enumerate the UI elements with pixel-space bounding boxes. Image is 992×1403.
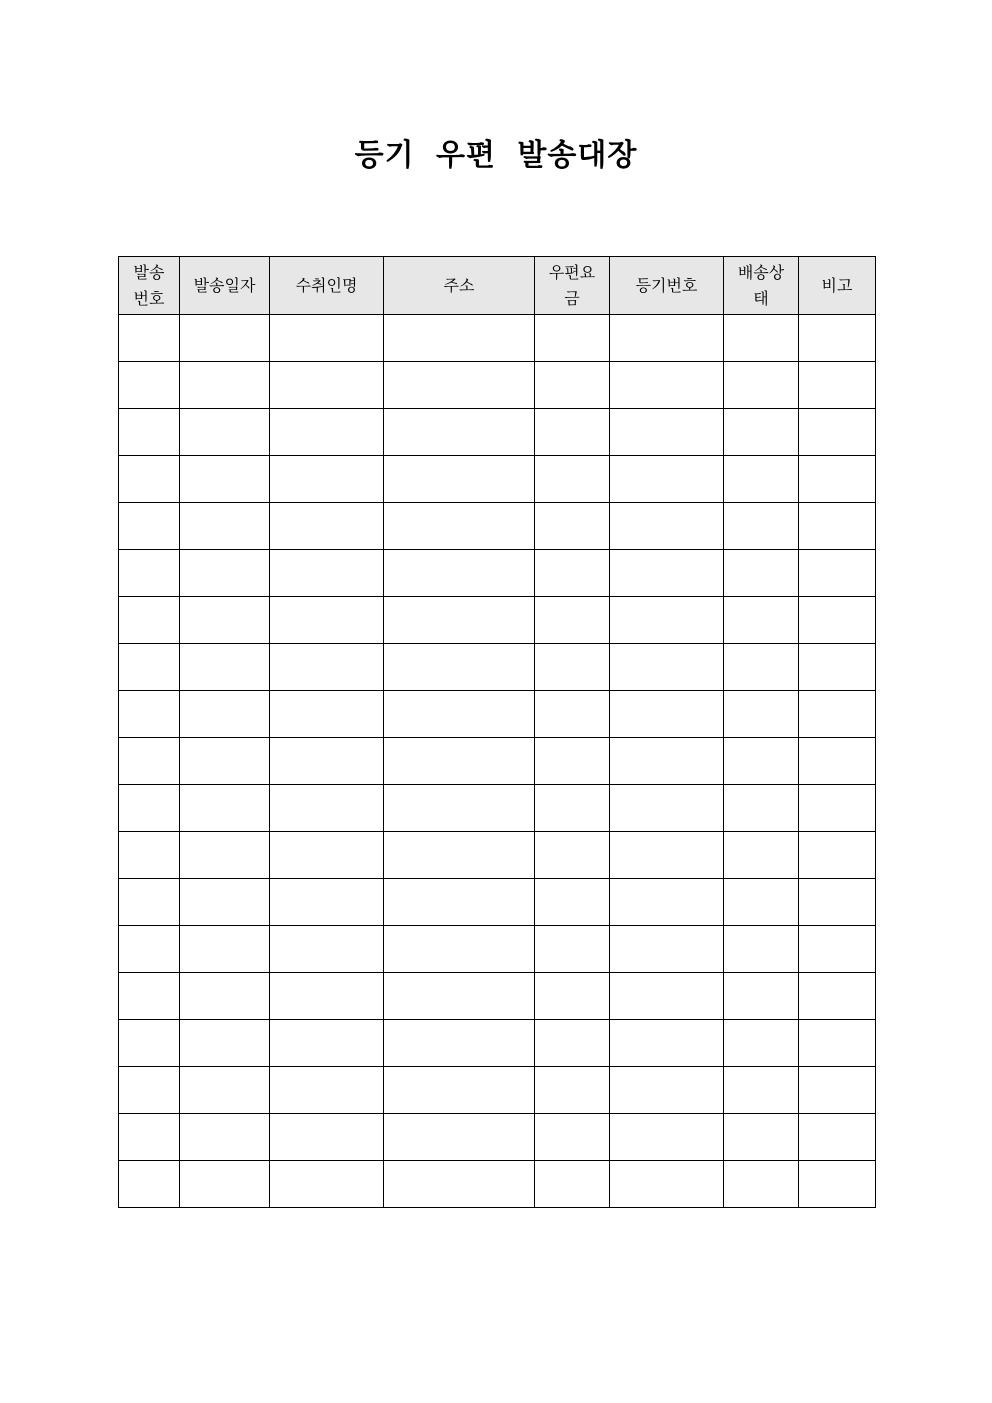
table-cell[interactable] — [270, 456, 384, 503]
table-row — [119, 362, 876, 409]
table-cell[interactable] — [119, 409, 180, 456]
table-cell[interactable] — [799, 1020, 876, 1067]
table-row — [119, 1067, 876, 1114]
table-cell[interactable] — [799, 503, 876, 550]
table-row — [119, 456, 876, 503]
table-cell[interactable] — [799, 644, 876, 691]
table-cell[interactable] — [724, 315, 799, 362]
table-cell[interactable] — [384, 973, 535, 1020]
table-cell[interactable] — [384, 503, 535, 550]
table-row — [119, 738, 876, 785]
table-cell[interactable] — [535, 362, 610, 409]
table-cell[interactable] — [180, 1161, 270, 1208]
table-cell[interactable] — [270, 644, 384, 691]
table-cell[interactable] — [270, 832, 384, 879]
table-cell[interactable] — [724, 973, 799, 1020]
table-cell[interactable] — [610, 879, 724, 926]
table-cell[interactable] — [119, 1067, 180, 1114]
table-cell[interactable] — [270, 1020, 384, 1067]
table-cell[interactable] — [610, 456, 724, 503]
table-cell[interactable] — [270, 503, 384, 550]
table-cell[interactable] — [270, 597, 384, 644]
table-cell[interactable] — [535, 644, 610, 691]
table-cell[interactable] — [119, 315, 180, 362]
table-cell[interactable] — [535, 1020, 610, 1067]
table-cell[interactable] — [119, 832, 180, 879]
table-row — [119, 644, 876, 691]
table-cell[interactable] — [180, 456, 270, 503]
header-delivery-status: 배송상 태 — [724, 257, 799, 315]
table-cell[interactable] — [724, 785, 799, 832]
table-cell[interactable] — [180, 409, 270, 456]
header-remarks: 비고 — [799, 257, 876, 315]
table-cell[interactable] — [799, 879, 876, 926]
table-row — [119, 973, 876, 1020]
mail-ledger-table — [118, 256, 876, 1208]
table-cell[interactable] — [180, 785, 270, 832]
table-cell[interactable] — [119, 550, 180, 597]
table-cell[interactable] — [384, 1020, 535, 1067]
table-cell[interactable] — [384, 1161, 535, 1208]
table-cell[interactable] — [270, 550, 384, 597]
table-cell[interactable] — [270, 926, 384, 973]
table-cell[interactable] — [535, 785, 610, 832]
table-cell[interactable] — [799, 973, 876, 1020]
table-cell[interactable] — [799, 597, 876, 644]
table-cell[interactable] — [799, 738, 876, 785]
table-row — [119, 1020, 876, 1067]
table-cell[interactable] — [180, 550, 270, 597]
header-recipient-name: 수취인명 — [270, 257, 384, 315]
table-cell[interactable] — [799, 1067, 876, 1114]
table-cell[interactable] — [610, 926, 724, 973]
table-cell[interactable] — [799, 315, 876, 362]
table-cell[interactable] — [610, 1020, 724, 1067]
table-cell[interactable] — [384, 738, 535, 785]
table-cell[interactable] — [610, 409, 724, 456]
table-cell[interactable] — [384, 785, 535, 832]
table-cell[interactable] — [270, 973, 384, 1020]
header-postage: 우편요 금 — [535, 257, 610, 315]
table-cell[interactable] — [724, 738, 799, 785]
table-cell[interactable] — [384, 550, 535, 597]
table-cell[interactable] — [384, 597, 535, 644]
table-row — [119, 926, 876, 973]
table-cell[interactable] — [119, 1020, 180, 1067]
table-cell[interactable] — [384, 926, 535, 973]
table-cell[interactable] — [610, 832, 724, 879]
table-cell[interactable] — [384, 1067, 535, 1114]
table-cell[interactable] — [610, 691, 724, 738]
header-send-number: 발송 번호 — [119, 257, 180, 315]
table-cell[interactable] — [535, 456, 610, 503]
table-cell[interactable] — [610, 785, 724, 832]
page-title: 등기 우편 발송대장 — [354, 138, 638, 173]
table-cell[interactable] — [119, 1161, 180, 1208]
table-cell[interactable] — [610, 1114, 724, 1161]
table-cell[interactable] — [384, 409, 535, 456]
table-cell[interactable] — [610, 1067, 724, 1114]
table-cell[interactable] — [270, 1114, 384, 1161]
table-cell[interactable] — [535, 879, 610, 926]
table-cell[interactable] — [724, 1114, 799, 1161]
table-cell[interactable] — [180, 691, 270, 738]
table-cell[interactable] — [180, 738, 270, 785]
table-cell[interactable] — [384, 832, 535, 879]
table-cell[interactable] — [270, 879, 384, 926]
table-cell[interactable] — [119, 362, 180, 409]
table-cell[interactable] — [724, 1161, 799, 1208]
table-cell[interactable] — [119, 691, 180, 738]
table-cell[interactable] — [799, 456, 876, 503]
table-cell[interactable] — [535, 1161, 610, 1208]
table-cell[interactable] — [384, 1114, 535, 1161]
table-cell[interactable] — [270, 691, 384, 738]
table-cell[interactable] — [119, 503, 180, 550]
table-cell[interactable] — [610, 550, 724, 597]
table-cell[interactable] — [535, 832, 610, 879]
table-cell[interactable] — [610, 315, 724, 362]
table-cell[interactable] — [119, 597, 180, 644]
table-cell[interactable] — [535, 1067, 610, 1114]
table-row — [119, 832, 876, 879]
table-cell[interactable] — [270, 785, 384, 832]
table-cell[interactable] — [180, 597, 270, 644]
table-cell[interactable] — [610, 973, 724, 1020]
table-row — [119, 315, 876, 362]
table-cell[interactable] — [610, 644, 724, 691]
table-cell[interactable] — [384, 691, 535, 738]
table-cell[interactable] — [180, 973, 270, 1020]
table-cell[interactable] — [610, 362, 724, 409]
table-cell[interactable] — [724, 1020, 799, 1067]
table-cell[interactable] — [799, 362, 876, 409]
table-cell[interactable] — [535, 550, 610, 597]
table-cell[interactable] — [610, 1161, 724, 1208]
table-cell[interactable] — [119, 973, 180, 1020]
table-cell[interactable] — [384, 644, 535, 691]
table-cell[interactable] — [724, 362, 799, 409]
table-cell[interactable] — [724, 409, 799, 456]
table-cell[interactable] — [610, 738, 724, 785]
table-cell[interactable] — [799, 785, 876, 832]
table-cell[interactable] — [270, 738, 384, 785]
table-cell[interactable] — [724, 597, 799, 644]
table-cell[interactable] — [180, 362, 270, 409]
table-cell[interactable] — [384, 456, 535, 503]
table-cell[interactable] — [270, 409, 384, 456]
table-row — [119, 503, 876, 550]
table-cell[interactable] — [610, 503, 724, 550]
table-cell[interactable] — [119, 1114, 180, 1161]
table-cell[interactable] — [799, 691, 876, 738]
table-cell[interactable] — [610, 597, 724, 644]
table-cell[interactable] — [180, 1067, 270, 1114]
table-cell[interactable] — [799, 926, 876, 973]
table-cell[interactable] — [535, 926, 610, 973]
table-cell[interactable] — [180, 832, 270, 879]
table-cell[interactable] — [724, 644, 799, 691]
table-cell[interactable] — [180, 644, 270, 691]
table-cell[interactable] — [384, 879, 535, 926]
table-cell[interactable] — [119, 644, 180, 691]
table-row — [119, 409, 876, 456]
table-cell[interactable] — [270, 362, 384, 409]
header-registration-number: 등기번호 — [610, 257, 724, 315]
table-cell[interactable] — [180, 503, 270, 550]
header-send-date: 발송일자 — [180, 257, 270, 315]
table-cell[interactable] — [384, 315, 535, 362]
ledger-body — [119, 315, 876, 1208]
table-cell[interactable] — [270, 1161, 384, 1208]
header-row — [119, 257, 876, 315]
table-cell[interactable] — [799, 550, 876, 597]
table-cell[interactable] — [799, 832, 876, 879]
table-cell[interactable] — [535, 597, 610, 644]
table-cell[interactable] — [535, 409, 610, 456]
table-cell[interactable] — [535, 738, 610, 785]
table-row — [119, 1161, 876, 1208]
table-cell[interactable] — [724, 1067, 799, 1114]
table-cell[interactable] — [535, 1114, 610, 1161]
table-cell[interactable] — [270, 315, 384, 362]
table-cell[interactable] — [180, 926, 270, 973]
table-cell[interactable] — [535, 973, 610, 1020]
table-cell[interactable] — [799, 1161, 876, 1208]
table-cell[interactable] — [535, 315, 610, 362]
table-cell[interactable] — [724, 691, 799, 738]
table-cell[interactable] — [119, 456, 180, 503]
table-cell[interactable] — [180, 1020, 270, 1067]
header-address: 주소 — [384, 257, 535, 315]
table-cell[interactable] — [799, 1114, 876, 1161]
table-cell[interactable] — [119, 785, 180, 832]
table-cell[interactable] — [724, 456, 799, 503]
table-cell[interactable] — [180, 315, 270, 362]
table-row — [119, 879, 876, 926]
table-cell[interactable] — [119, 926, 180, 973]
table-cell[interactable] — [724, 550, 799, 597]
table-row — [119, 785, 876, 832]
table-cell[interactable] — [724, 879, 799, 926]
table-cell[interactable] — [384, 362, 535, 409]
table-cell[interactable] — [535, 691, 610, 738]
table-row — [119, 691, 876, 738]
table-row — [119, 597, 876, 644]
table-cell[interactable] — [180, 1114, 270, 1161]
table-cell[interactable] — [119, 738, 180, 785]
table-cell[interactable] — [535, 503, 610, 550]
table-cell[interactable] — [724, 832, 799, 879]
table-cell[interactable] — [119, 879, 180, 926]
table-cell[interactable] — [724, 503, 799, 550]
table-cell[interactable] — [724, 926, 799, 973]
table-row — [119, 1114, 876, 1161]
table-cell[interactable] — [180, 879, 270, 926]
table-row — [119, 550, 876, 597]
table-cell[interactable] — [270, 1067, 384, 1114]
table-cell[interactable] — [799, 409, 876, 456]
